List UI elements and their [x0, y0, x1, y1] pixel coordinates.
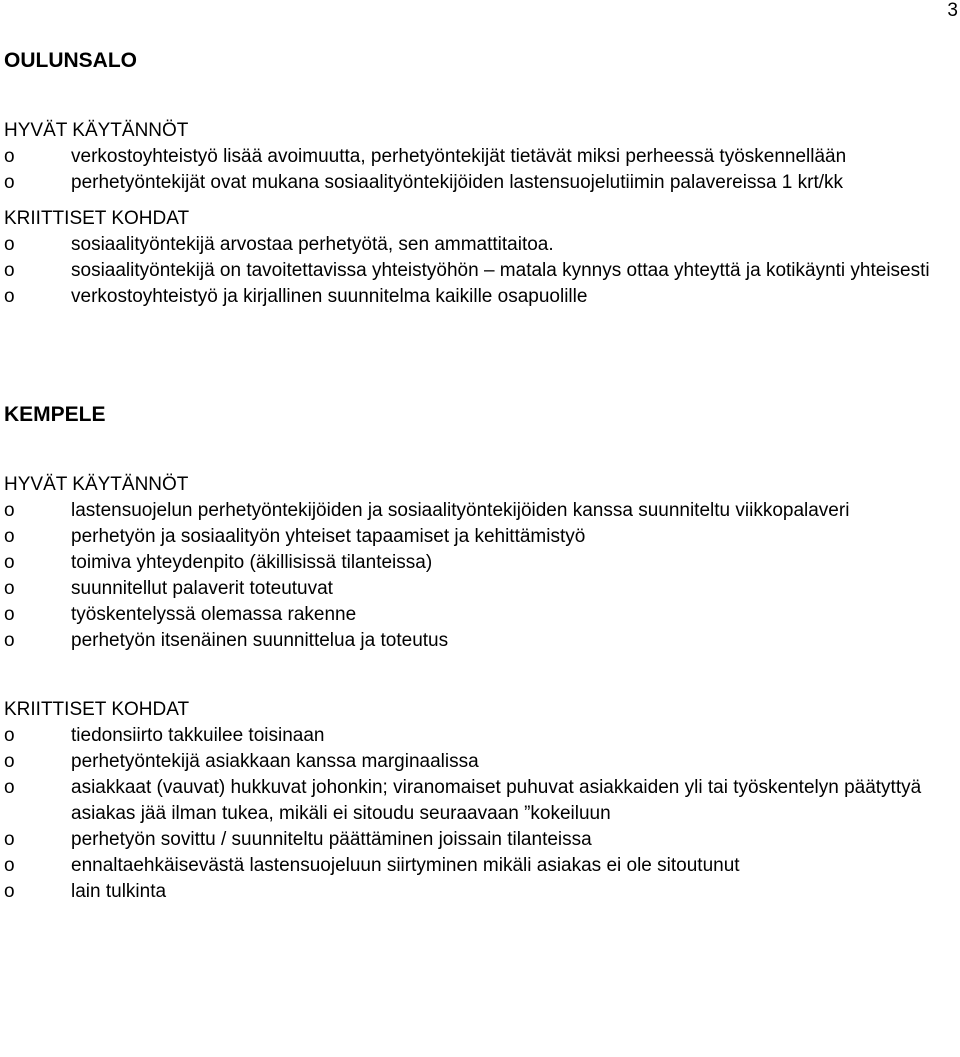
list-item-text: asiakkaat (vauvat) hukkuvat johonkin; viranomaiset puhuvat asiakkaiden yli tai työskentelyn päätyttyä asiakas jää ilman tukea, mikäli ei sitoudu seuraavaan ”kokeiluun [71, 777, 922, 824]
list-item [4, 258, 954, 284]
section-oulunsalo [4, 48, 954, 310]
bullet-marker: o [4, 286, 15, 307]
list-item [4, 723, 954, 749]
list-item [4, 144, 954, 170]
bullet-marker: o [4, 260, 15, 281]
list-item-text: perhetyöntekijät ovat mukana sosiaalityöntekijöiden lastensuojelutiimin palavereissa 1 krt/kk [71, 172, 844, 193]
bullet-marker: o [4, 552, 15, 573]
list-item-text: suunnitellut palaverit toteutuvat [71, 578, 333, 599]
list-item-text: lastensuojelun perhetyöntekijöiden ja sosiaalityöntekijöiden kanssa suunniteltu viikkopalaveri [71, 500, 850, 521]
group-heading: HYVÄT KÄYTÄNNÖT [4, 474, 189, 495]
bullet-marker: o [4, 526, 15, 547]
list-item-text: työskentelyssä olemassa rakenne [71, 604, 357, 625]
good-practices-group [4, 472, 954, 654]
bullet-marker: o [4, 234, 15, 255]
good-practices-group [4, 118, 954, 196]
list-item [4, 170, 954, 196]
list-item-text: sosiaalityöntekijä arvostaa perhetyötä, sen ammattitaitoa. [71, 234, 554, 255]
bullet-marker: o [4, 630, 15, 651]
list-item-text: perhetyön ja sosiaalityön yhteiset tapaamiset ja kehittämistyö [71, 526, 586, 547]
bullet-marker: o [4, 146, 15, 167]
list-item-text: perhetyöntekijä asiakkaan kanssa marginaalissa [71, 751, 479, 772]
bullet-marker: o [4, 604, 15, 625]
list-item-text: verkostoyhteistyö lisää avoimuutta, perhetyöntekijät tietävät miksi perheessä työskennellään [71, 146, 847, 167]
bullet-marker: o [4, 578, 15, 599]
group-heading: HYVÄT KÄYTÄNNÖT [4, 120, 189, 141]
list-item [4, 524, 954, 550]
section-title: KEMPELE [4, 403, 106, 426]
list-item-text: perhetyön sovittu / suunniteltu päättäminen joissain tilanteissa [71, 829, 592, 850]
list-item [4, 284, 954, 310]
list-item [4, 498, 954, 524]
list-item [4, 576, 954, 602]
list-item [4, 628, 954, 654]
bullet-marker: o [4, 855, 15, 876]
section-kempele [4, 402, 954, 905]
bullet-marker: o [4, 172, 15, 193]
list-item [4, 602, 954, 628]
list-item [4, 853, 954, 879]
bullet-list [4, 144, 954, 196]
list-item-text: verkostoyhteistyö ja kirjallinen suunnitelma kaikille osapuolille [71, 286, 588, 307]
list-item-text: sosiaalityöntekijä on tavoitettavissa yhteistyöhön – matala kynnys ottaa yhteyttä ja kotikäynti yhteisesti [71, 260, 930, 281]
bullet-marker: o [4, 500, 15, 521]
bullet-list [4, 498, 954, 654]
list-item-text: tiedonsiirto takkuilee toisinaan [71, 725, 325, 746]
bullet-marker: o [4, 725, 15, 746]
critical-points-group [4, 697, 954, 905]
page-number: 3 [947, 0, 958, 21]
list-item-text: perhetyön itsenäinen suunnittelua ja toteutus [71, 630, 449, 651]
list-item-text: lain tulkinta [71, 881, 167, 902]
group-heading: KRIITTISET KOHDAT [4, 208, 190, 229]
section-title: OULUNSALO [4, 49, 137, 72]
bullet-list [4, 232, 954, 310]
list-item [4, 550, 954, 576]
group-heading: KRIITTISET KOHDAT [4, 699, 190, 720]
list-item-text: ennaltaehkäisevästä lastensuojeluun siirtyminen mikäli asiakas ei ole sitoutunut [71, 855, 740, 876]
list-item [4, 775, 954, 827]
list-item [4, 232, 954, 258]
bullet-marker: o [4, 751, 15, 772]
document-body [4, 48, 954, 905]
bullet-marker: o [4, 777, 15, 798]
bullet-marker: o [4, 881, 15, 902]
bullet-marker: o [4, 829, 15, 850]
list-item [4, 827, 954, 853]
list-item [4, 749, 954, 775]
critical-points-group [4, 206, 954, 310]
list-item [4, 879, 954, 905]
bullet-list [4, 723, 954, 905]
list-item-text: toimiva yhteydenpito (äkillisissä tilanteissa) [71, 552, 433, 573]
